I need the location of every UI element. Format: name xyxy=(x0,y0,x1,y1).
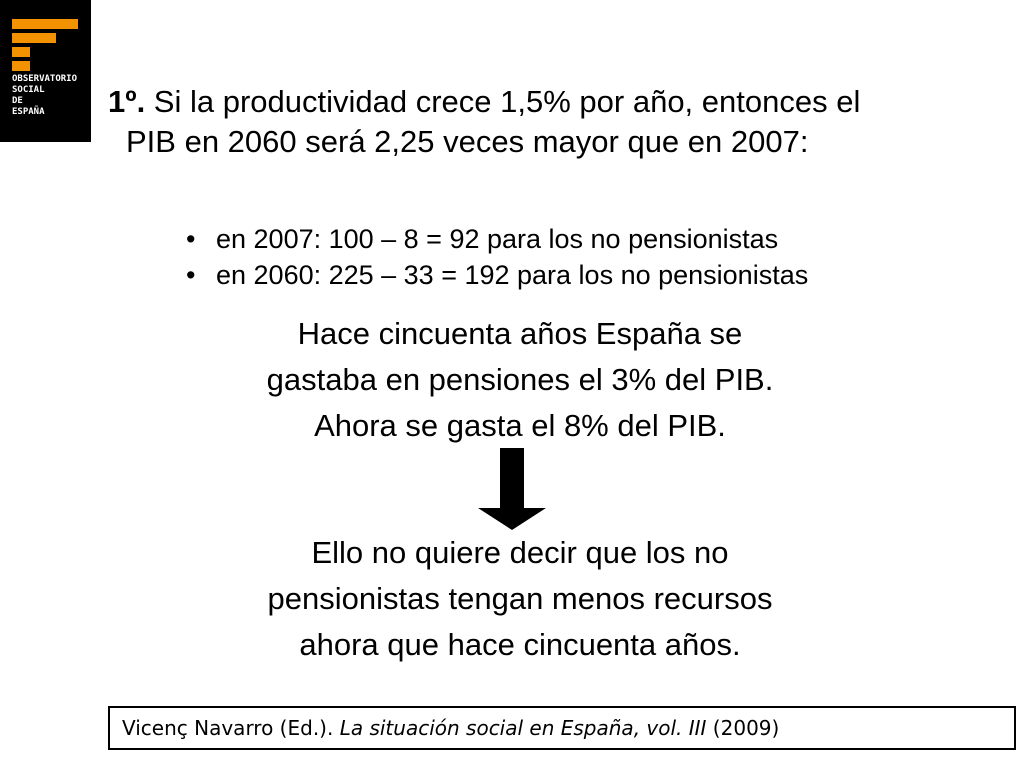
logo-text xyxy=(12,74,88,118)
citation-title: La situación social en España, vol. III xyxy=(339,716,707,740)
heading-line-1 xyxy=(108,82,1020,122)
bullet-marker: • xyxy=(186,260,196,290)
conclusion-line: pensionistas tengan menos recursos xyxy=(267,581,773,616)
logo-line: DE xyxy=(12,96,23,106)
slide-heading xyxy=(108,82,1020,162)
logo-line: SOCIAL xyxy=(12,85,45,95)
logo-bar xyxy=(12,47,30,57)
bullet-item xyxy=(186,257,808,293)
heading-number: 1º. xyxy=(108,84,146,119)
bullet-item xyxy=(186,221,808,257)
statement-line: gastaba en pensiones el 3% del PIB. xyxy=(266,362,774,397)
pension-statement xyxy=(130,311,910,449)
conclusion-line: ahora que hace cincuenta años. xyxy=(299,627,741,662)
bullet-text: en 2007: 100 – 8 = 92 para los no pensionistas xyxy=(216,224,779,254)
logo-bar xyxy=(12,19,78,29)
heading-text-1: Si la productividad crece 1,5% por año, entonces el xyxy=(145,84,861,119)
citation-author: Vicenç Navarro (Ed.). xyxy=(122,716,340,740)
logo-bar xyxy=(12,61,30,71)
arrow-down-icon xyxy=(478,448,546,530)
logo-line: OBSERVATORIO xyxy=(12,74,78,84)
conclusion-statement xyxy=(130,530,910,668)
citation-box xyxy=(108,706,1016,750)
citation-year: (2009) xyxy=(706,716,780,740)
conclusion-line: Ello no quiere decir que los no xyxy=(311,535,729,570)
statement-line: Hace cincuenta años España se xyxy=(297,316,743,351)
statement-line: Ahora se gasta el 8% del PIB. xyxy=(314,408,726,443)
heading-line-2: PIB en 2060 será 2,25 veces mayor que en 2007: xyxy=(126,124,809,159)
bullet-text: en 2060: 225 – 33 = 192 para los no pensionistas xyxy=(216,260,809,290)
bullet-marker: • xyxy=(186,224,196,254)
logo-bar xyxy=(12,33,56,43)
observatorio-logo xyxy=(0,0,91,142)
logo-line: ESPAÑA xyxy=(12,107,45,117)
bullet-list xyxy=(186,221,808,293)
